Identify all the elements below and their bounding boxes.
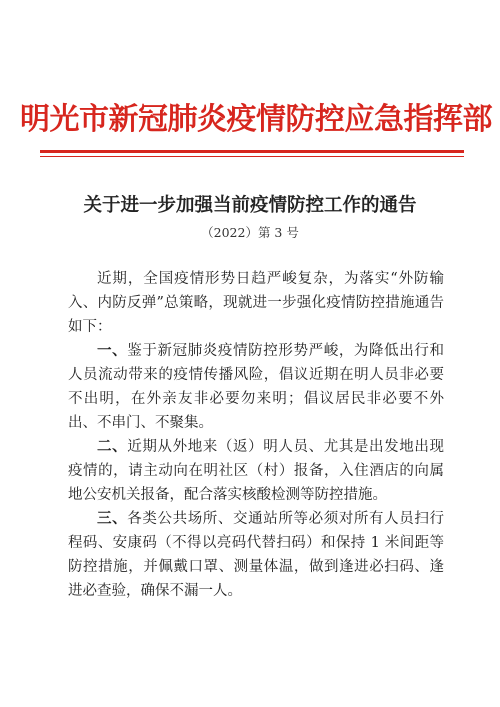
intro-paragraph: 近期，全国疫情形势日趋严峻复杂，为落实“外防输入、内防反弹”总策略，现就进一步强化疫情防控措施通告如下： <box>68 271 444 335</box>
notice-body <box>68 267 444 603</box>
item-paragraph-1 <box>68 339 444 435</box>
masthead-thick-rule <box>40 150 464 153</box>
item-text-1: 鉴于新冠肺炎疫情防控形势严峻，为降低出行和人员流动带来的疫情传播风险，倡议近期在明人员非必要不出明，在外亲友非必要勿来明；倡议居民非必要不外出、不串门、不聚集。 <box>68 343 445 431</box>
masthead-thin-rule <box>40 156 464 157</box>
item-paragraph-3 <box>68 507 444 603</box>
item-text-3: 各类公共场所、交通站所等必须对所有人员扫行程码、安康码（不得以亮码代替扫码）和保持 1 米间距等防控措施，并佩戴口罩、测量体温，做到逢进必扫码、逢进必查验，确保不漏一人。 <box>68 511 445 599</box>
item-number-2: 二、 <box>97 438 128 455</box>
issuer-masthead: 明光市新冠肺炎疫情防控应急指挥部 <box>20 102 492 137</box>
item-number-1: 一、 <box>97 342 128 359</box>
item-text-2: 近期从外地来（返）明人员、尤其是出发地出现疫情的，请主动向在明社区（村）报备，入住酒店的向属地公安机关报备，配合落实核酸检测等防控措施。 <box>68 439 445 503</box>
notice-title: 关于进一步加强当前疫情防控工作的通告 <box>83 195 417 216</box>
item-paragraph-2 <box>68 435 444 507</box>
notice-number: （2022）第 3 号 <box>201 225 299 240</box>
item-number-3: 三、 <box>97 510 128 527</box>
